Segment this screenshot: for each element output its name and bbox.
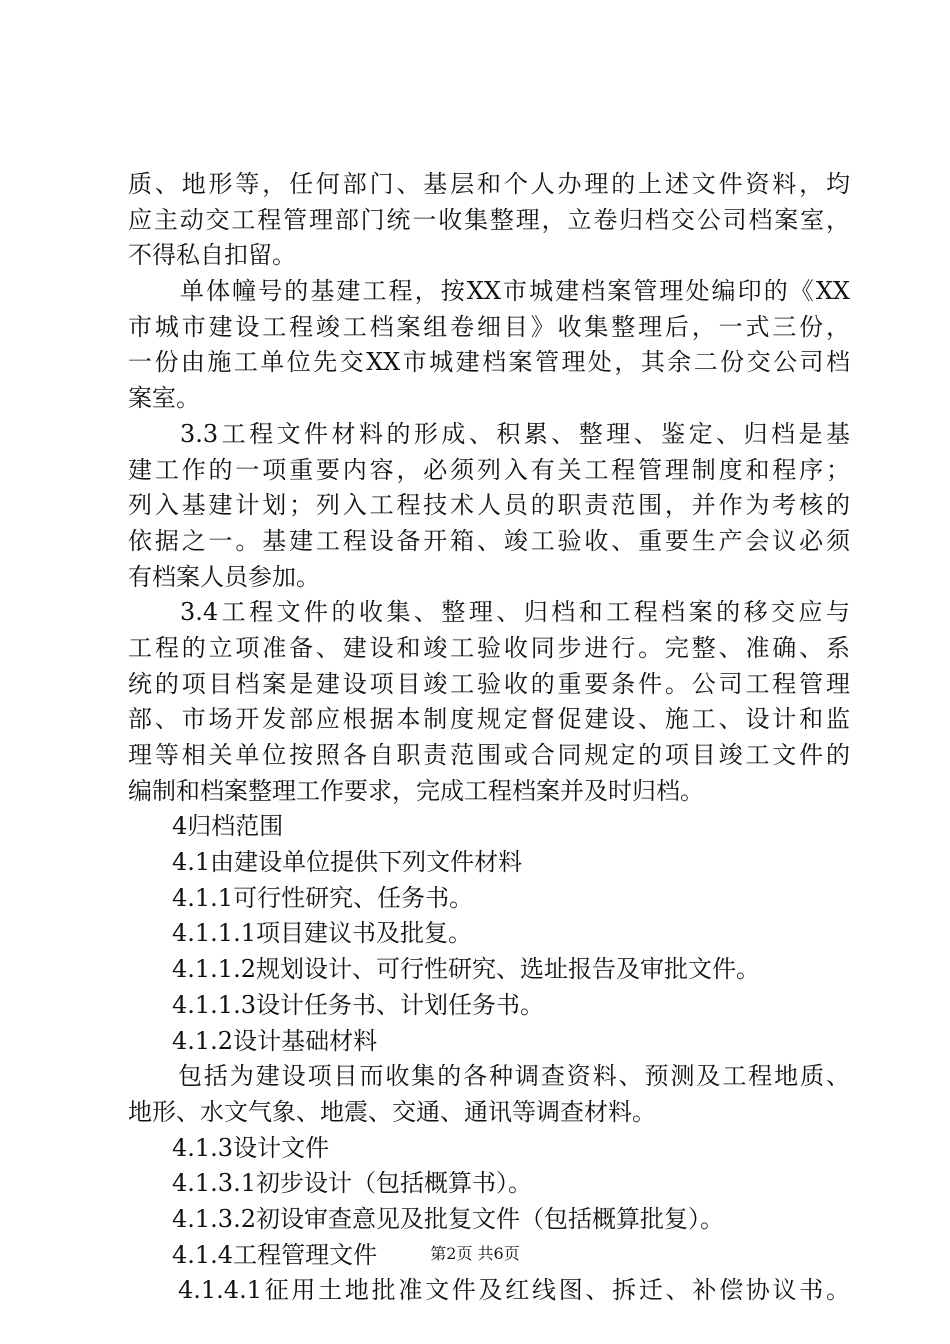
text-line: 3.4工程文件的收集、整理、归档和工程档案的移交应与: [180, 598, 850, 627]
document-body: [128, 167, 850, 1309]
text-line: 应主动交工程管理部门统一收集整理，立卷归档交公司档案室，: [128, 205, 850, 234]
text-line: 包括为建设项目而收集的各种调查资料、预测及工程地质、: [178, 1062, 850, 1091]
text-line: 单体幢号的基建工程，按XX市城建档案管理处编印的《XX: [180, 277, 850, 306]
text-line: 4.1.1.3设计任务书、计划任务书。: [172, 990, 544, 1019]
page-footer: 第2页 共6页: [430, 1244, 520, 1263]
text-line: 列入基建计划；列入工程技术人员的职责范围，并作为考核的: [128, 491, 850, 520]
text-line: 4.1.3设计文件: [172, 1133, 330, 1162]
text-line: 4.1.1.2规划设计、可行性研究、选址报告及审批文件。: [172, 955, 760, 984]
text-line: 理等相关单位按照各自职责范围或合同规定的项目竣工文件的: [128, 741, 850, 769]
text-line: 依据之一。基建工程设备开箱、竣工验收、重要生产会议必须: [128, 526, 850, 555]
text-line: 4.1.3.1初步设计（包括概算书）。: [172, 1169, 532, 1198]
text-line: 地形、水文气象、地震、交通、通讯等调查材料。: [128, 1097, 656, 1126]
text-line: 质、地形等，任何部门、基层和个人办理的上述文件资料，均: [128, 170, 850, 198]
text-line: 4.1.1可行性研究、任务书。: [172, 883, 474, 912]
text-line: 4.1.4工程管理文件: [172, 1240, 378, 1269]
text-line: 统的项目档案是建设项目竣工验收的重要条件。公司工程管理: [128, 669, 850, 698]
text-line: 4.1.1.1项目建议书及批复。: [172, 919, 472, 948]
text-line: 一份由施工单位先交XX市城建档案管理处，其余二份交公司档: [128, 348, 850, 377]
text-line: 4.1.2设计基础材料: [172, 1026, 378, 1055]
text-line: 3.3工程文件材料的形成、积累、整理、鉴定、归档是基: [180, 419, 850, 448]
text-line: 市城市建设工程竣工档案组卷细目》收集整理后，一式三份，: [128, 312, 850, 341]
text-line: 4.1.3.2初设审查意见及批复文件（包括概算批复）。: [172, 1204, 724, 1233]
text-line: 案室。: [128, 384, 200, 413]
text-line: 4归档范围: [172, 812, 284, 841]
text-line: 建工作的一项重要内容，必须列入有关工程管理制度和程序；: [128, 455, 850, 484]
text-line: 编制和档案整理工作要求，完成工程档案并及时归档。: [128, 776, 704, 805]
text-line: 不得私自扣留。: [128, 241, 296, 270]
text-line: 4.1.4.1征用土地批准文件及红线图、拆迁、补偿协议书。: [178, 1276, 850, 1305]
text-line: 工程的立项准备、建设和竣工验收同步进行。完整、准确、系: [128, 633, 850, 662]
text-line: 4.1由建设单位提供下列文件材料: [172, 848, 523, 877]
text-line: 有档案人员参加。: [128, 562, 320, 591]
text-line: 部、市场开发部应根据本制度规定督促建设、施工、设计和监: [128, 705, 850, 734]
